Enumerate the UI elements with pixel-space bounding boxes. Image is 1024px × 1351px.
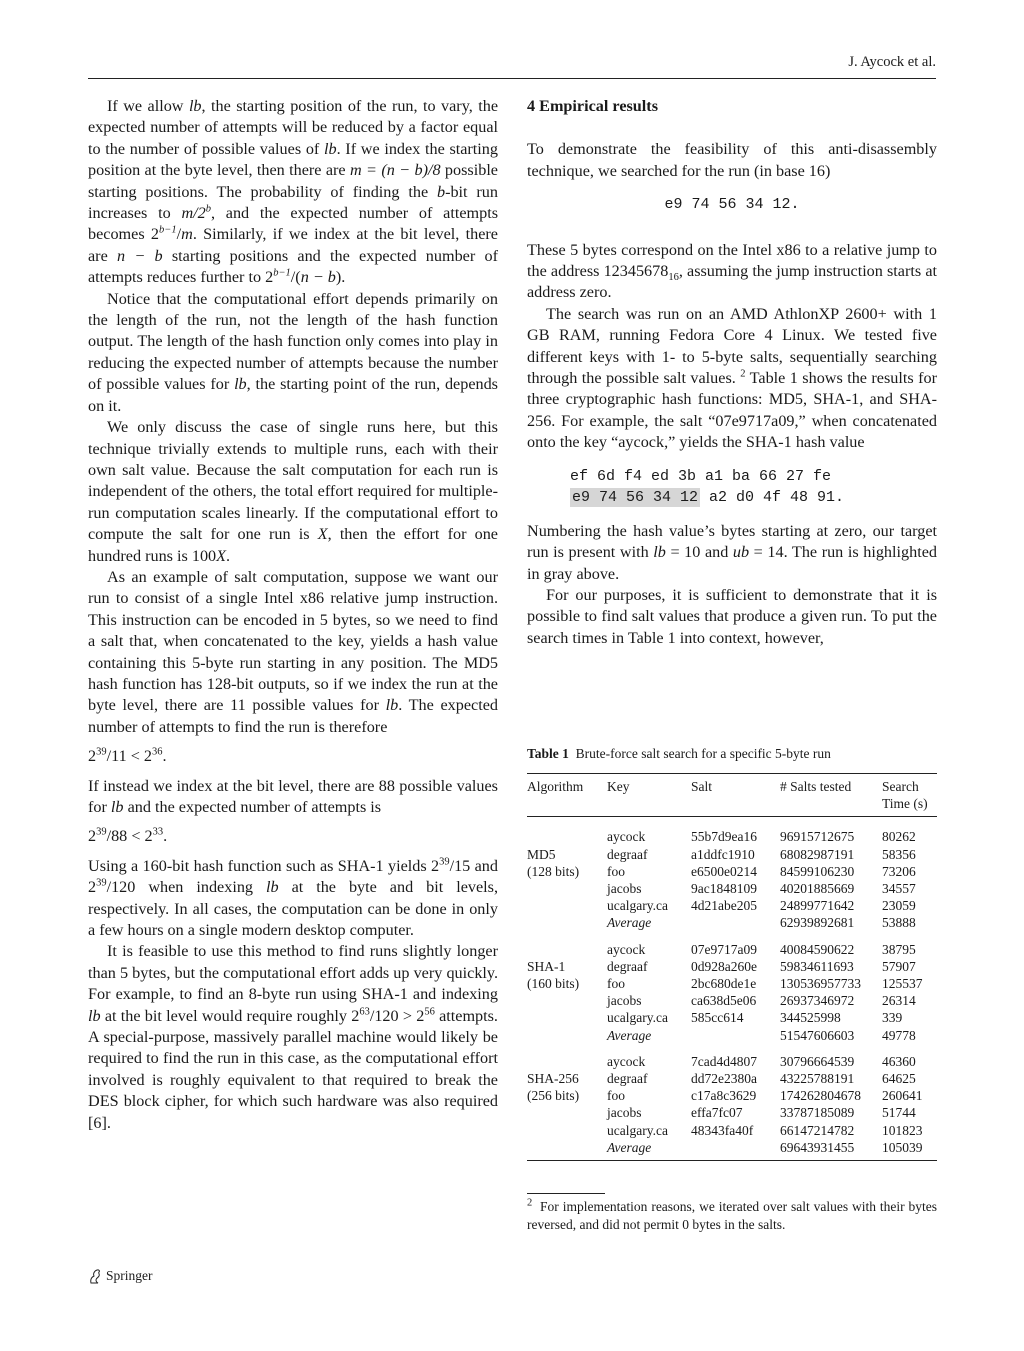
cell-key: aycock bbox=[607, 1053, 646, 1069]
cell-salts-tested: 40084590622 bbox=[780, 941, 855, 957]
table-row bbox=[527, 897, 937, 914]
cell-algorithm bbox=[527, 1009, 607, 1026]
table-row bbox=[527, 958, 937, 975]
cell-search-time: 339 bbox=[882, 1010, 903, 1026]
table-row bbox=[527, 1104, 937, 1121]
table-row bbox=[527, 941, 937, 958]
cell-algorithm bbox=[527, 992, 607, 1009]
cell-key: jacobs bbox=[607, 993, 642, 1009]
paragraph-search-setup: The search was run on an AMD AthlonXP 2600+ with 1 GB RAM, running Fedora Core 4 Linux. We tested five different keys with 1- to 5-byte salts, sequentially searching through the possible salt values. $^2$ Table 1 shows the results for three cryptographic hash functions: MD5, SHA-1, and SHA-256. For example, the salt “07e9717a09,” when concatenated onto the key “aycock,” yields the SHA-1 hash value bbox=[527, 304, 937, 452]
table-header-separator bbox=[527, 814, 937, 828]
cell-algorithm bbox=[527, 897, 607, 914]
cell-salt: 9ac1848109 bbox=[691, 881, 757, 897]
cell-key: degraaf bbox=[607, 846, 648, 862]
cell-salt: e6500e0214 bbox=[691, 863, 757, 879]
cell-salts-tested: 40201885669 bbox=[780, 881, 855, 897]
section-heading: 4 Empirical results bbox=[527, 97, 658, 115]
cell-key: degraaf bbox=[607, 958, 648, 974]
cell-search-time: 23059 bbox=[882, 898, 916, 914]
cell-salts-tested: 66147214782 bbox=[780, 1122, 855, 1138]
cell-salts-tested: 26937346972 bbox=[780, 993, 855, 1009]
cell-search-time: 26314 bbox=[882, 993, 916, 1009]
cell-algorithm: (128 bits) bbox=[527, 863, 580, 879]
cell-salt: 7cad4d4807 bbox=[691, 1053, 757, 1069]
header-divider bbox=[88, 78, 936, 79]
cell-salt: c17a8c3629 bbox=[691, 1088, 757, 1104]
table-row bbox=[527, 992, 937, 1009]
cell-key: jacobs bbox=[607, 881, 642, 897]
table-row bbox=[527, 1087, 937, 1104]
col-header-salt: Salt bbox=[691, 779, 713, 794]
table-row bbox=[527, 1053, 937, 1070]
cell-salt: dd72e2380a bbox=[691, 1071, 757, 1087]
cell-key: foo bbox=[607, 976, 625, 992]
cell-salt: 2bc680de1e bbox=[691, 976, 757, 992]
cell-key: aycock bbox=[607, 829, 646, 845]
footnote: $^2$ For implementation reasons, we iterated over salt values with their bytes reversed, and did not permit 0 bytes in the salts. bbox=[527, 1197, 937, 1232]
cell-search-time: 80262 bbox=[882, 829, 916, 845]
cell-key: ucalgary.ca bbox=[607, 1122, 668, 1138]
cell-salt bbox=[691, 1027, 780, 1044]
cell-key: aycock bbox=[607, 941, 646, 957]
cell-search-time: 58356 bbox=[882, 846, 916, 862]
cell-salt: ca638d5e06 bbox=[691, 993, 757, 1009]
code-hash-value: ef 6d f4 ed 3b a1 ba 66 27 fe e9 74 56 34 12 a2 d0 4f 48 91. bbox=[570, 467, 845, 507]
cell-salt bbox=[691, 1139, 780, 1156]
group-spacer bbox=[527, 932, 937, 941]
cell-search-time: 34557 bbox=[882, 881, 916, 897]
cell-salts-tested: 69643931455 bbox=[780, 1139, 855, 1155]
table-row bbox=[527, 914, 937, 931]
paragraph-lb-variation: If we allow lb, the starting position of the run, to vary, the expected number of attempts will be reduced by a factor equal to the number of possible values of lb. If we index the starting position at the byte level, then there are m = (n − b)/8 possible starting positions. The probability of finding the b-bit run increases to m/2$^b$, and the expected number of attempts becomes $2^{b-1}/m$. Similarly, if we index at the bit level, there are n − b starting positions and the expected number of attempts reduces further to $2^{b-1}/(n - b)$. bbox=[88, 97, 498, 287]
cell-search-time: 105039 bbox=[882, 1139, 923, 1155]
cell-key: foo bbox=[607, 863, 625, 879]
cell-search-time: 260641 bbox=[882, 1088, 923, 1104]
cell-algorithm bbox=[527, 1139, 607, 1156]
cell-key: jacobs bbox=[607, 1105, 642, 1121]
results-table-block bbox=[527, 745, 937, 1161]
table-row bbox=[527, 1070, 937, 1087]
table-bottom-rule bbox=[527, 1160, 937, 1161]
cell-algorithm: SHA-1 bbox=[527, 958, 566, 974]
cell-key: Average bbox=[607, 1139, 652, 1155]
cell-algorithm bbox=[527, 828, 607, 845]
paragraph-bit-level: If instead we index at the bit level, there are 88 possible values for lb and the expected number of attempts is bbox=[88, 776, 498, 816]
cell-search-time: 53888 bbox=[882, 915, 916, 931]
table-row bbox=[527, 880, 937, 897]
footnote-ref[interactable]: 2 bbox=[740, 368, 746, 380]
springer-horse-icon bbox=[88, 1268, 102, 1284]
table-row bbox=[527, 828, 937, 845]
paragraph-context: For our purposes, it is sufficient to demonstrate that it is possible to find salt values that produce a given run. To put the search times in Table 1 into context, however, bbox=[527, 585, 937, 647]
cell-algorithm bbox=[527, 880, 607, 897]
paragraph-computational-effort: Notice that the computational effort depends primarily on the length of the run, not the length of the hash function output. The length of the hash function only comes into play in reducing the expected number of attempts because the number of possible values for lb, the starting point of the run, depends on it. bbox=[88, 289, 498, 415]
table-header-row bbox=[527, 774, 937, 814]
paragraph-salt-example: As an example of salt computation, suppose we want our run to consist of a single Intel x86 relative jump instruction. This instruction can be encoded in 5 bytes, so we need to find a salt that, when concatenated to the key, yields a hash value containing this 5-byte run starting in any position. The MD5 hash function has 128-bit outputs, so if we index the run at the byte level, there are 11 possible values for lb. The expected number of attempts to find the run is therefore bbox=[88, 567, 498, 736]
table-row bbox=[527, 1139, 937, 1156]
running-header-author: J. Aycock et al. bbox=[848, 54, 936, 70]
paragraph-numbering: Numbering the hash value’s bytes starting at zero, our target run is present with lb = 10 and ub = 14. The run is highlighted in gray above. bbox=[527, 521, 937, 583]
cell-search-time: 64625 bbox=[882, 1071, 916, 1087]
cell-salts-tested: 62939892681 bbox=[780, 915, 855, 931]
results-table bbox=[527, 774, 937, 1156]
cell-search-time: 73206 bbox=[882, 863, 916, 879]
cell-algorithm: (256 bits) bbox=[527, 1088, 580, 1104]
paragraph-longer-runs: It is feasible to use this method to find runs slightly longer than 5 bytes, but the computational effort adds up very quickly. For example, to find an 8-byte run using SHA-1 and indexing lb at the bit level would require roughly $2^{63}/120 > 2^{56}$ attempts. A special-purpose, massively parallel machine would likely be required to find the run in this case, as the computational effort involved is roughly equivalent to that required to break the DES block cipher, for which such hardware was also required [6]. bbox=[88, 942, 498, 1132]
left-column bbox=[88, 96, 498, 1134]
paragraph-demonstrate: To demonstrate the feasibility of this anti-disassembly technique, we searched for the run (in base 16) bbox=[527, 140, 937, 180]
col-header-algorithm: Algorithm bbox=[527, 779, 584, 794]
table-row bbox=[527, 1122, 937, 1139]
cell-salt: a1ddfc1910 bbox=[691, 846, 755, 862]
col-header-search-time: Search Time (s) bbox=[882, 779, 928, 812]
cell-search-time: 125537 bbox=[882, 976, 923, 992]
cell-salts-tested: 130536957733 bbox=[780, 976, 861, 992]
table-row bbox=[527, 1027, 937, 1044]
table-caption: Table 1 Brute-force salt search for a specific 5-byte run bbox=[527, 746, 831, 761]
group-spacer bbox=[527, 1044, 937, 1053]
cell-salts-tested: 51547606603 bbox=[780, 1027, 855, 1043]
table-row bbox=[527, 846, 937, 863]
cell-key: ucalgary.ca bbox=[607, 898, 668, 914]
paragraph-sha1: Using a 160-bit hash function such as SHA-1 yields $2^{39}/15$ and $2^{39}/120$ when indexing lb at the byte and bit levels, respectively. In all cases, the computation can be done in only a few hours on a single modern desktop computer. bbox=[88, 856, 498, 940]
cell-key: degraaf bbox=[607, 1071, 648, 1087]
cell-algorithm: (160 bits) bbox=[527, 976, 580, 992]
code-target-run: e9 74 56 34 12. bbox=[664, 196, 800, 214]
cell-salts-tested: 30796664539 bbox=[780, 1053, 855, 1069]
cell-algorithm bbox=[527, 1053, 607, 1070]
table-body bbox=[527, 814, 937, 1156]
col-header-salts-tested: # Salts tested bbox=[780, 779, 852, 794]
cell-salt: 0d928a260e bbox=[691, 958, 757, 974]
col-header-key: Key bbox=[607, 779, 630, 794]
publisher-footer: Springer bbox=[88, 1268, 153, 1284]
cell-salts-tested: 59834611693 bbox=[780, 958, 854, 974]
cell-key: ucalgary.ca bbox=[607, 1010, 668, 1026]
cell-salts-tested: 24899771642 bbox=[780, 898, 855, 914]
cell-algorithm: SHA-256 bbox=[527, 1071, 579, 1087]
paragraph-five-bytes: These 5 bytes correspond on the Intel x86 to a relative jump to the address $12345678_{16}$, assuming the jump instruction starts at address zero. bbox=[527, 240, 937, 302]
table-row bbox=[527, 863, 937, 880]
equation-byte-level: $2^{39}/11 < 2^{36}$. bbox=[88, 746, 167, 766]
cell-salts-tested: 344525998 bbox=[780, 1010, 841, 1026]
cell-salts-tested: 84599106230 bbox=[780, 863, 855, 879]
right-column bbox=[527, 96, 937, 649]
cell-search-time: 57907 bbox=[882, 958, 916, 974]
cell-key: Average bbox=[607, 1027, 652, 1043]
cell-salts-tested: 96915712675 bbox=[780, 829, 855, 845]
cell-algorithm bbox=[527, 941, 607, 958]
cell-search-time: 49778 bbox=[882, 1027, 916, 1043]
table-row bbox=[527, 975, 937, 992]
cell-salts-tested: 68082987191 bbox=[780, 846, 855, 862]
cell-salt: effa7fc07 bbox=[691, 1105, 743, 1121]
cell-algorithm bbox=[527, 1122, 607, 1139]
cell-algorithm bbox=[527, 1104, 607, 1121]
cell-search-time: 46360 bbox=[882, 1053, 916, 1069]
cell-algorithm bbox=[527, 914, 607, 931]
footnote-divider bbox=[527, 1193, 605, 1194]
cell-salt: 55b7d9ea16 bbox=[691, 829, 757, 845]
cell-search-time: 101823 bbox=[882, 1122, 923, 1138]
cell-algorithm bbox=[527, 1027, 607, 1044]
cell-salt: 4d21abe205 bbox=[691, 898, 757, 914]
paragraph-multiple-runs: We only discuss the case of single runs here, but this technique trivially extends to multiple runs, each with their own salt value. Because the salt computation for each run is independent of the others, the total effort required for multiple-run computation scales linearly. If the computational effort to compute the salt for one run is X, then the effort for one hundred runs is 100X. bbox=[88, 418, 498, 565]
cell-salt: 07e9717a09 bbox=[691, 941, 757, 957]
cell-key: foo bbox=[607, 1088, 625, 1104]
cell-search-time: 51744 bbox=[882, 1105, 916, 1121]
cell-key: Average bbox=[607, 915, 652, 931]
cell-salts-tested: 43225788191 bbox=[780, 1071, 855, 1087]
cell-salt bbox=[691, 914, 780, 931]
cell-search-time: 38795 bbox=[882, 941, 916, 957]
equation-bit-level: $2^{39}/88 < 2^{33}$. bbox=[88, 827, 168, 846]
cell-algorithm: MD5 bbox=[527, 846, 556, 862]
cell-salts-tested: 33787185089 bbox=[780, 1105, 855, 1121]
cell-salts-tested: 174262804678 bbox=[780, 1088, 861, 1104]
cell-salt: 585cc614 bbox=[691, 1010, 744, 1026]
cell-salt: 48343fa40f bbox=[691, 1122, 754, 1138]
highlighted-run: e9 74 56 34 12 bbox=[572, 489, 699, 507]
table-row bbox=[527, 1009, 937, 1026]
